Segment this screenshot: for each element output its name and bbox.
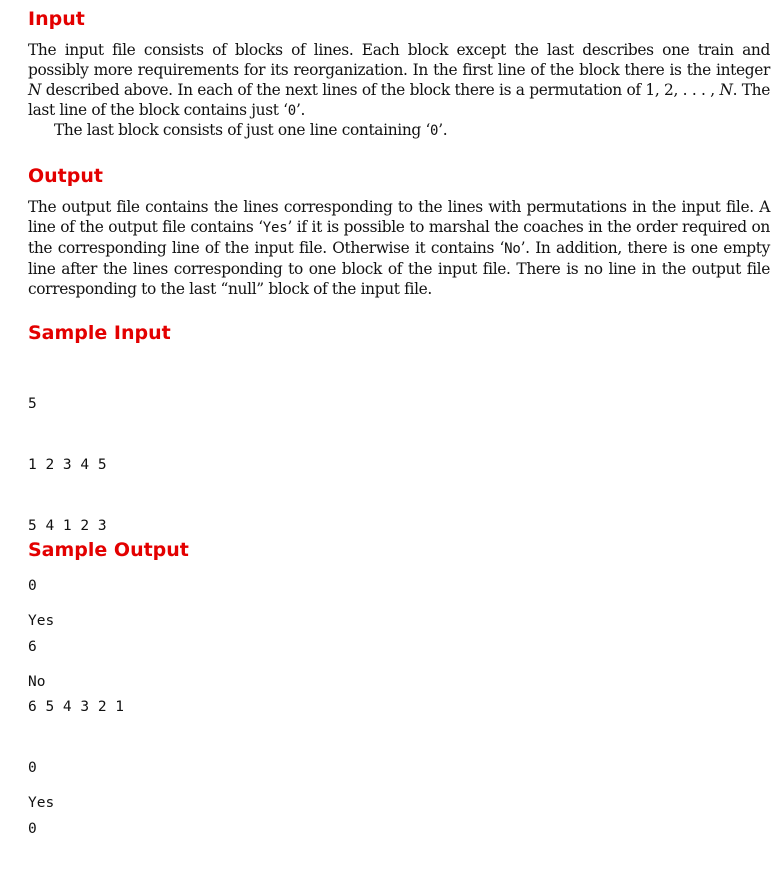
sample-input-heading: Sample Input <box>28 322 171 344</box>
output-text-b: ’ if it is possible to marshal the coaches in the order required on the corresponding line of the input file. Otherwise it contains ‘ <box>28 218 770 257</box>
output-heading: Output <box>28 165 103 187</box>
sample-input-line: 6 5 4 3 2 1 <box>28 699 125 716</box>
inline-code-zero: 0 <box>287 103 296 119</box>
sample-input-line: 0 <box>28 578 37 595</box>
output-text-a: The output file contains the lines corresponding to the lines with permutations in the input file. A line of the output file contains ‘ <box>28 198 770 236</box>
input-paragraph-2 <box>28 120 770 141</box>
sample-output-line: Yes <box>28 613 55 630</box>
output-paragraph <box>28 197 770 299</box>
sample-input-line: 5 <box>28 396 37 413</box>
sample-output-line: No <box>28 674 46 690</box>
sample-input-line: 1 2 3 4 5 <box>28 457 107 473</box>
sample-output-line: Yes <box>28 795 55 812</box>
sample-input-line: 6 <box>28 638 37 655</box>
input-text-e: The last block consists of just one line containing ‘ <box>54 121 430 139</box>
input-text-b: described above. In each of the next lines of the block there is a permutation of 1, 2, . . . , <box>41 81 720 99</box>
math-n: N <box>719 81 733 99</box>
inline-code-zero: 0 <box>430 123 439 139</box>
inline-code-yes: Yes <box>262 220 288 236</box>
sample-input-line: 0 <box>28 820 37 837</box>
math-n: N <box>28 81 42 99</box>
input-heading: Input <box>28 8 85 30</box>
input-paragraph-1 <box>28 40 770 121</box>
input-text-d: ’. <box>295 101 306 119</box>
sample-output-line <box>28 733 63 753</box>
output-text-c: ’. In addition, there is one empty line after the lines corresponding to one block of the input file. There is no line in the output file corresponding to the last “null” block of the input file. <box>28 239 770 298</box>
input-text-a: The input file consists of blocks of lines. Each block except the last describes one train and possibly more requirements for its reorganization. In the first line of the block there is the integer <box>28 41 770 79</box>
input-text-c: . The last line of the block contains just ‘ <box>28 81 770 119</box>
sample-output-heading: Sample Output <box>28 539 189 561</box>
sample-input-line: 0 <box>28 759 37 776</box>
sample-output-block <box>28 571 63 854</box>
sample-input-line: 5 4 1 2 3 <box>28 517 107 534</box>
input-text-f: ’. <box>438 121 448 139</box>
inline-code-no: No <box>504 241 521 257</box>
